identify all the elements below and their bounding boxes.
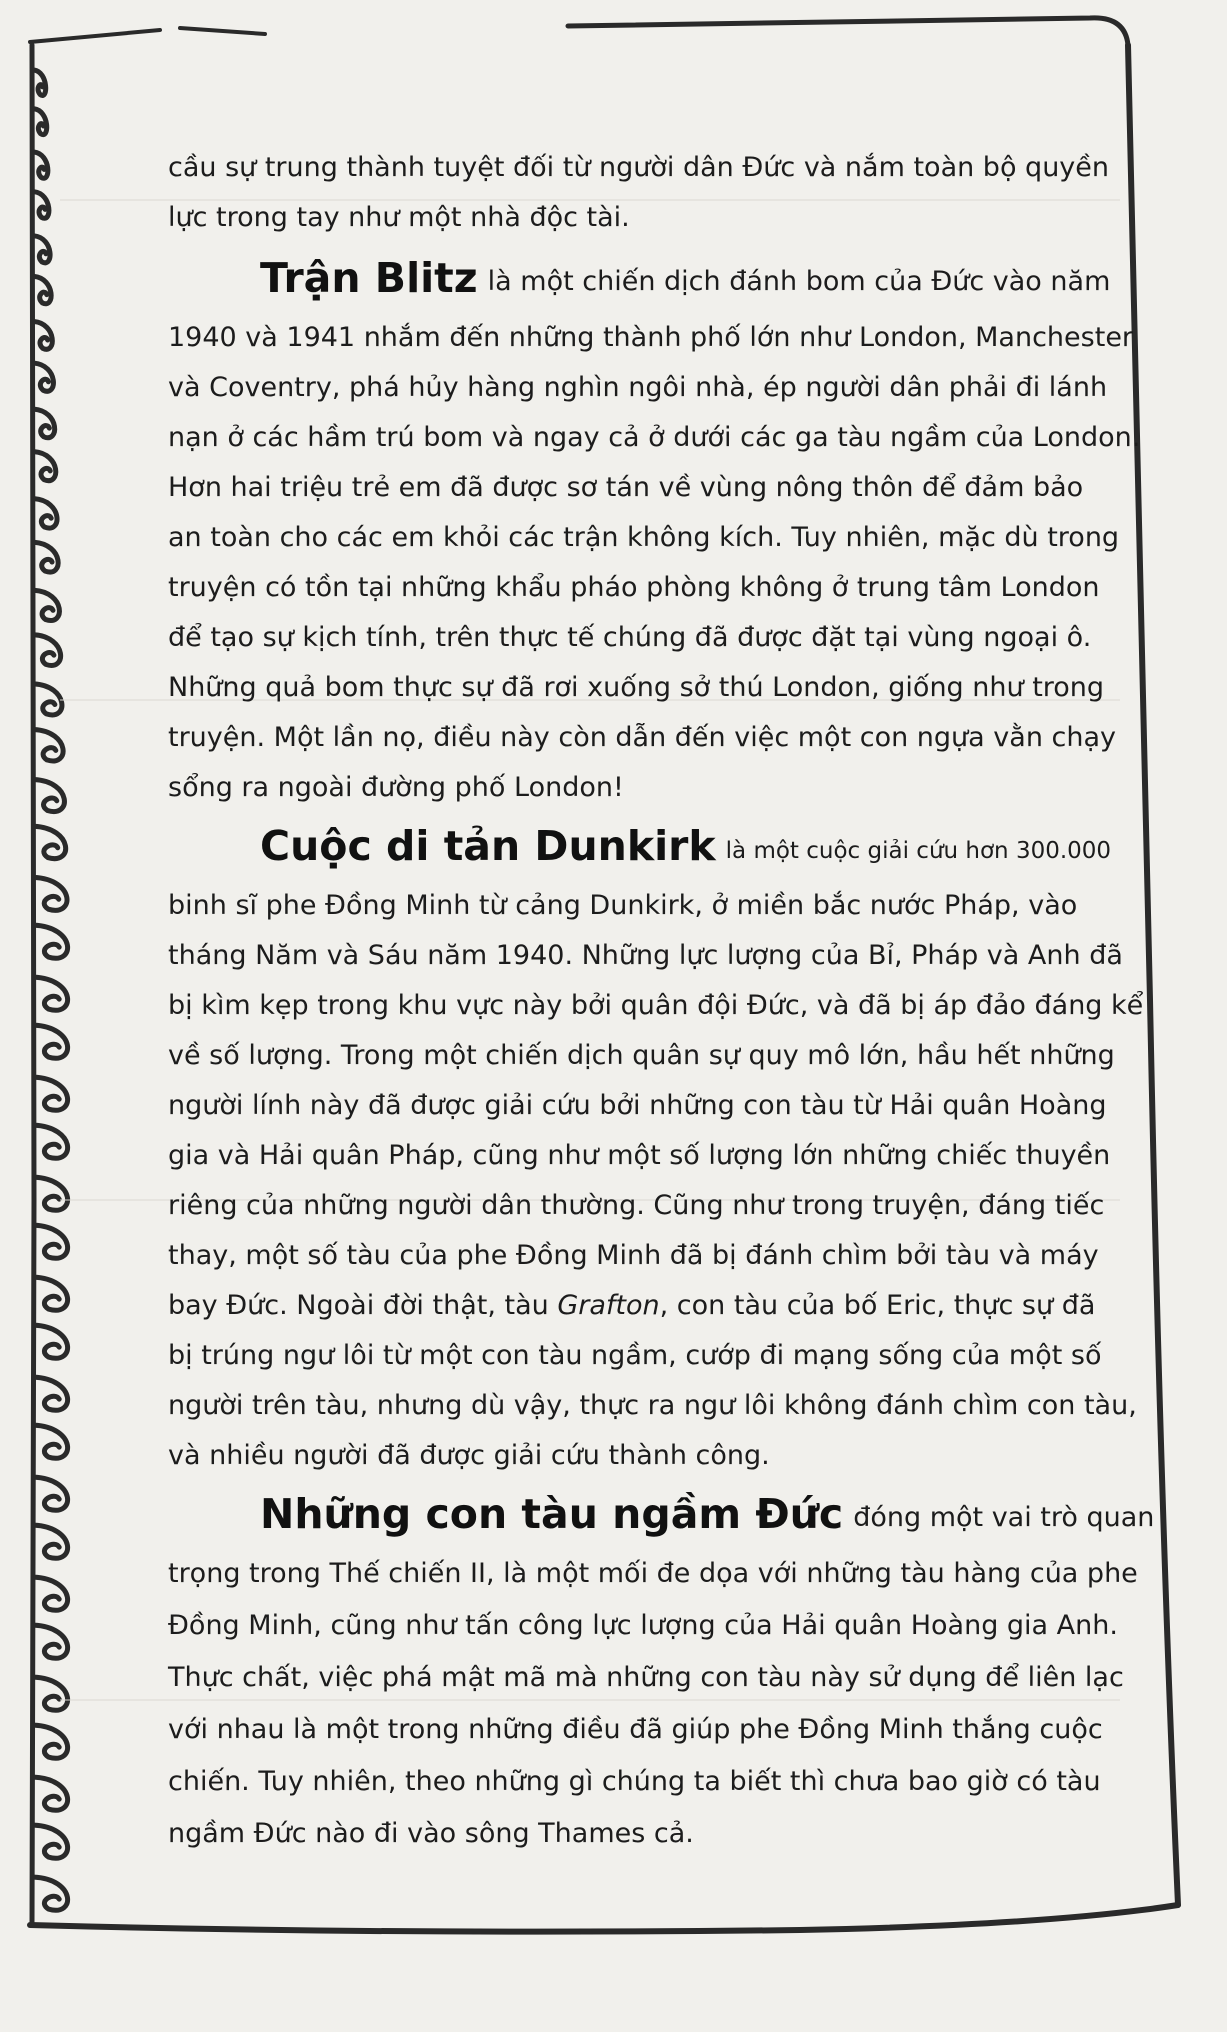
section-first-line: Cuộc di tản Dunkirk là một cuộc giải cứu hơn 300.000 (260, 822, 1112, 870)
frame-curl (34, 109, 47, 135)
frame-curl (34, 236, 50, 263)
text-line: an toàn cho các em khỏi các trận không kích. Tuy nhiên, mặc dù trong (168, 522, 1120, 553)
text-line: với nhau là một trong những điều đã giúp phe Đồng Minh thắng cuộc (168, 1714, 1103, 1745)
text-line: Những quả bom thực sự đã rơi xuống sở thú London, giống như trong (168, 672, 1105, 703)
text-line: truyện có tồn tại những khẩu pháo phòng không ở trung tâm London (168, 572, 1100, 603)
text-line: Thực chất, việc phá mật mã mà những con tàu này sử dụng để liên lạc (168, 1662, 1124, 1693)
text-line: Đồng Minh, cũng như tấn công lực lượng của Hải quân Hoàng gia Anh. (168, 1610, 1118, 1641)
section-first-line: Trận Blitz là một chiến dịch đánh bom của Đức vào năm (260, 254, 1111, 302)
text-line: bị trúng ngư lôi từ một con tàu ngầm, cướp đi mạng sống của một số (168, 1340, 1102, 1371)
frame-curl (34, 1525, 68, 1558)
frame-curl (34, 1825, 68, 1858)
frame-curl (34, 1025, 68, 1058)
frame-curl (34, 192, 49, 219)
frame-curl (34, 1077, 68, 1110)
frame-curl (34, 1277, 68, 1310)
frame-curl (34, 729, 63, 761)
text-line: nạn ở các hầm trú bom và ngay cả ở dưới các ga tàu ngầm của London. (168, 422, 1141, 453)
text-line: lực trong tay như một nhà độc tài. (168, 202, 630, 233)
frame-curl (34, 1125, 68, 1158)
text-line: người trên tàu, nhưng dù vậy, thực ra ngư lôi không đánh chìm con tàu, (168, 1390, 1137, 1421)
text-line: truyện. Một lần nọ, điều này còn dẫn đến việc một con ngựa vằn chạy (168, 722, 1116, 753)
text-line: bị kìm kẹp trong khu vực này bởi quân đội Đức, và đã bị áp đảo đáng kể (168, 990, 1144, 1021)
frame-curl (34, 877, 67, 910)
frame-curl (34, 635, 61, 666)
text-line: Hơn hai triệu trẻ em đã được sơ tán về vùng nông thôn để đảm bảo (168, 472, 1084, 503)
frame-curl (34, 1725, 68, 1758)
frame-curl (34, 684, 62, 715)
text-line: binh sĩ phe Đồng Minh từ cảng Dunkirk, ở miền bắc nước Pháp, vào (168, 890, 1078, 921)
section-heading: Trận Blitz (260, 254, 478, 302)
frame-curl (34, 1625, 68, 1658)
frame-curl (34, 826, 66, 858)
frame-curl (34, 499, 57, 528)
text-line: chiến. Tuy nhiên, theo những gì chúng ta biết thì chưa bao giờ có tàu (168, 1766, 1101, 1797)
frame-curl (34, 152, 48, 178)
frame-curl (34, 977, 68, 1010)
text-line: ngầm Đức nào đi vào sông Thames cả. (168, 1818, 694, 1849)
frame-curl (34, 1225, 68, 1258)
frame-curl (34, 1377, 68, 1410)
text-line: thay, một số tàu của phe Đồng Minh đã bị đánh chìm bởi tàu và máy (168, 1240, 1099, 1271)
frame-curl (34, 70, 46, 95)
text-line: và Coventry, phá hủy hàng nghìn ngôi nhà, ép người dân phải đi lánh (168, 372, 1108, 403)
frame-curl (34, 1425, 68, 1458)
frame-curl (34, 1677, 68, 1710)
text-line: cầu sự trung thành tuyệt đối từ người dân Đức và nắm toàn bộ quyền (168, 152, 1110, 183)
text-line: người lính này đã được giải cứu bởi những con tàu từ Hải quân Hoàng (168, 1090, 1107, 1121)
section-heading: Cuộc di tản Dunkirk (260, 822, 716, 870)
frame-curl (34, 1577, 68, 1610)
frame-curl (34, 780, 64, 812)
frame-curl (34, 1477, 68, 1510)
text-line: riêng của những người dân thường. Cũng như trong truyện, đáng tiếc (168, 1190, 1105, 1221)
text-line: và nhiều người đã được giải cứu thành công. (168, 1440, 770, 1471)
frame-curl (34, 409, 55, 438)
text-line: trọng trong Thế chiến II, là một mối đe dọa với những tàu hàng của phe (168, 1558, 1138, 1589)
text-line: gia và Hải quân Pháp, cũng như một số lượng lớn những chiếc thuyền (168, 1140, 1111, 1171)
frame-curl (34, 1177, 68, 1210)
text-line: để tạo sự kịch tính, trên thực tế chúng đã được đặt tại vùng ngoại ô. (168, 622, 1092, 653)
frame-curl (34, 321, 52, 349)
frame-curl (34, 452, 56, 481)
text-line: bay Đức. Ngoài đời thật, tàu Grafton, con tàu của bố Eric, thực sự đã (168, 1290, 1096, 1321)
frame-curl (34, 276, 51, 303)
text-line: tháng Năm và Sáu năm 1940. Những lực lượng của Bỉ, Pháp và Anh đã (168, 940, 1123, 971)
ship-name: Grafton (557, 1290, 660, 1321)
text-line: về số lượng. Trong một chiến dịch quân sự quy mô lớn, hầu hết những (168, 1040, 1115, 1071)
frame-curl (34, 542, 58, 572)
frame-curl (34, 925, 68, 958)
frame-curl (34, 1877, 68, 1910)
text-line: 1940 và 1941 nhắm đến những thành phố lớn như London, Manchester (168, 322, 1134, 353)
frame-curl (34, 1777, 68, 1810)
text-line: sổng ra ngoài đường phố London! (168, 772, 624, 803)
frame-curl (34, 590, 59, 620)
frame-curl (34, 1325, 68, 1358)
section-first-line: Những con tàu ngầm Đức đóng một vai trò quan (260, 1490, 1155, 1538)
section-heading: Những con tàu ngầm Đức (260, 1490, 844, 1538)
frame-curl (34, 363, 53, 391)
